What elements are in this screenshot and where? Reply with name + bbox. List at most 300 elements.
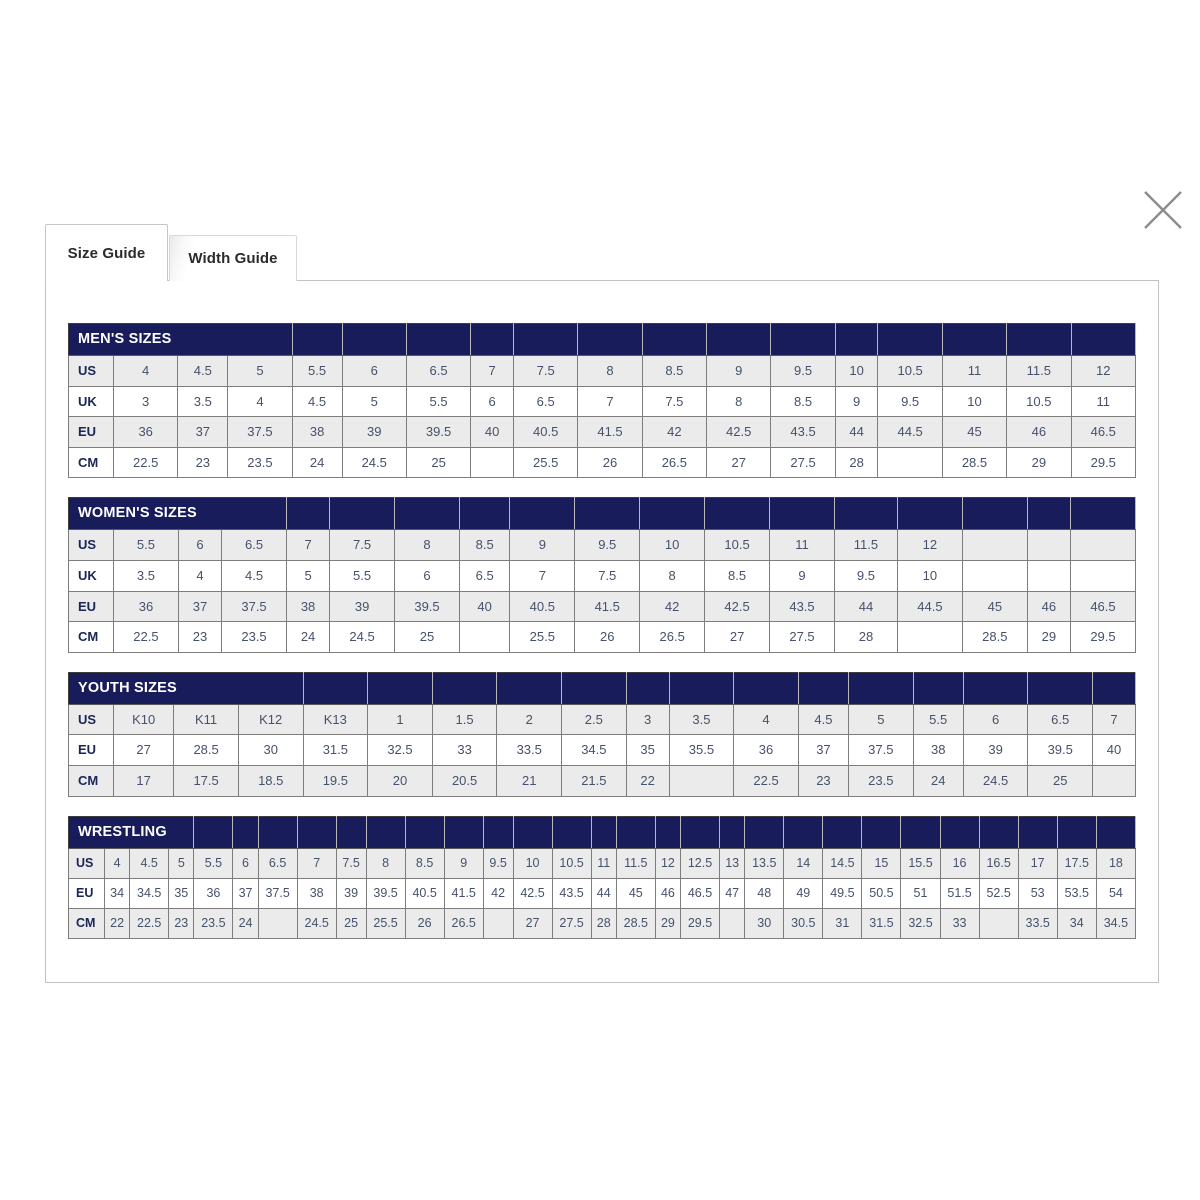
size-cell: 5 bbox=[849, 704, 914, 735]
size-cell: 34.5 bbox=[1096, 908, 1135, 938]
size-cell: 7 bbox=[510, 560, 575, 591]
tab-size-guide[interactable]: Size Guide bbox=[45, 224, 168, 281]
size-cell: 4 bbox=[114, 356, 178, 387]
size-cell: 24 bbox=[292, 447, 342, 478]
header-cell bbox=[745, 816, 784, 848]
size-cell bbox=[459, 622, 509, 653]
size-cell: 9 bbox=[835, 386, 878, 417]
table-row bbox=[69, 530, 1136, 561]
row-label: UK bbox=[69, 386, 114, 417]
size-cell: 46.5 bbox=[1070, 591, 1135, 622]
size-cell: 11 bbox=[770, 530, 835, 561]
size-cell: 37 bbox=[178, 591, 221, 622]
size-cell: 37 bbox=[233, 878, 258, 908]
size-cell: 40 bbox=[459, 591, 509, 622]
size-cell: 35 bbox=[626, 735, 669, 766]
header-cell bbox=[342, 324, 406, 356]
row-label: EU bbox=[69, 878, 105, 908]
size-cell: 10 bbox=[835, 356, 878, 387]
size-cell: 35 bbox=[169, 878, 194, 908]
size-cell: 5 bbox=[286, 560, 329, 591]
size-cell: K10 bbox=[114, 704, 174, 735]
size-cell: 47 bbox=[720, 878, 745, 908]
size-cell: 44 bbox=[834, 591, 897, 622]
header-cell bbox=[1027, 498, 1070, 530]
size-cell: 27.5 bbox=[552, 908, 591, 938]
size-cell: 42.5 bbox=[705, 591, 770, 622]
header-cell bbox=[292, 324, 342, 356]
size-cell: 5 bbox=[228, 356, 292, 387]
size-cell: 42.5 bbox=[707, 417, 771, 448]
table-title: WOMEN'S SIZES bbox=[69, 498, 287, 530]
size-cell: 39 bbox=[342, 417, 406, 448]
row-label: US bbox=[69, 704, 114, 735]
size-cell: 44.5 bbox=[897, 591, 962, 622]
size-cell: 46 bbox=[1027, 591, 1070, 622]
header-cell bbox=[483, 816, 513, 848]
size-cell: 27 bbox=[114, 735, 174, 766]
size-cell: 48 bbox=[745, 878, 784, 908]
size-cell: 43.5 bbox=[771, 417, 835, 448]
header-cell bbox=[575, 498, 640, 530]
size-cell: 24.5 bbox=[297, 908, 336, 938]
size-cell: 16 bbox=[940, 848, 979, 878]
size-cell: 30 bbox=[745, 908, 784, 938]
tab-bar bbox=[45, 224, 297, 281]
row-label: EU bbox=[69, 735, 114, 766]
size-cell: 29 bbox=[655, 908, 680, 938]
header-cell bbox=[233, 816, 258, 848]
header-cell bbox=[770, 498, 835, 530]
size-cell: 39 bbox=[336, 878, 366, 908]
size-cell: 46 bbox=[1007, 417, 1071, 448]
tab-width-guide[interactable]: Width Guide bbox=[169, 235, 297, 281]
size-cell: 27.5 bbox=[771, 447, 835, 478]
size-cell: 25.5 bbox=[510, 622, 575, 653]
size-cell: 9 bbox=[444, 848, 483, 878]
size-cell: 23 bbox=[169, 908, 194, 938]
size-cell: 12 bbox=[655, 848, 680, 878]
size-cell: 3.5 bbox=[178, 386, 228, 417]
header-cell bbox=[336, 816, 366, 848]
size-cell: 12 bbox=[1071, 356, 1136, 387]
size-cell: 7 bbox=[286, 530, 329, 561]
header-cell bbox=[405, 816, 444, 848]
size-cell: 36 bbox=[114, 417, 178, 448]
header-cell bbox=[578, 324, 642, 356]
size-cell: 44.5 bbox=[878, 417, 942, 448]
size-cell: 12.5 bbox=[681, 848, 720, 878]
row-label: US bbox=[69, 356, 114, 387]
table-title: MEN'S SIZES bbox=[69, 324, 293, 356]
table-row bbox=[69, 560, 1136, 591]
header-cell bbox=[194, 816, 233, 848]
size-cell: 28.5 bbox=[962, 622, 1027, 653]
size-cell: 11 bbox=[942, 356, 1006, 387]
size-cell: 3.5 bbox=[669, 704, 734, 735]
size-cell: 5.5 bbox=[406, 386, 470, 417]
size-cell: 40 bbox=[1093, 735, 1136, 766]
table-row bbox=[69, 848, 1136, 878]
size-cell: 33 bbox=[432, 735, 497, 766]
size-cell: 9.5 bbox=[878, 386, 942, 417]
size-cell: 37 bbox=[798, 735, 848, 766]
size-cell: 23.5 bbox=[194, 908, 233, 938]
size-cell: 14 bbox=[784, 848, 823, 878]
size-cell: 37.5 bbox=[258, 878, 297, 908]
header-cell bbox=[626, 672, 669, 704]
header-cell bbox=[1096, 816, 1135, 848]
size-cell: 29 bbox=[1027, 622, 1070, 653]
header-cell bbox=[552, 816, 591, 848]
header-cell bbox=[432, 672, 497, 704]
table-row bbox=[69, 356, 1136, 387]
size-cell: 37 bbox=[178, 417, 228, 448]
header-cell bbox=[1057, 816, 1096, 848]
size-cell: 6 bbox=[471, 386, 514, 417]
header-cell bbox=[913, 672, 963, 704]
size-cell: 10.5 bbox=[1007, 386, 1071, 417]
size-cell: 7 bbox=[1093, 704, 1136, 735]
header-cell bbox=[878, 324, 942, 356]
size-cell: 38 bbox=[286, 591, 329, 622]
size-cell: 9 bbox=[770, 560, 835, 591]
size-cell: 11.5 bbox=[616, 848, 655, 878]
size-cell: 10.5 bbox=[705, 530, 770, 561]
size-cell: 11.5 bbox=[834, 530, 897, 561]
size-cell: 34.5 bbox=[130, 878, 169, 908]
header-cell bbox=[1028, 672, 1093, 704]
header-cell bbox=[784, 816, 823, 848]
size-cell: 36 bbox=[194, 878, 233, 908]
size-cell: 3 bbox=[114, 386, 178, 417]
size-cell: 5.5 bbox=[114, 530, 179, 561]
size-cell: 40.5 bbox=[514, 417, 578, 448]
size-cell: 28 bbox=[835, 447, 878, 478]
size-cell: 4.5 bbox=[222, 560, 287, 591]
size-cell bbox=[1070, 530, 1135, 561]
size-cell: 5.5 bbox=[292, 356, 342, 387]
size-cell: 8 bbox=[395, 530, 460, 561]
row-label: EU bbox=[69, 417, 114, 448]
size-cell: 8 bbox=[578, 356, 642, 387]
header-cell bbox=[510, 498, 575, 530]
header-cell bbox=[705, 498, 770, 530]
size-cell: 9 bbox=[510, 530, 575, 561]
header-cell bbox=[366, 816, 405, 848]
size-cell: 27.5 bbox=[770, 622, 835, 653]
size-cell: 30.5 bbox=[784, 908, 823, 938]
header-cell bbox=[1093, 672, 1136, 704]
table-header-row bbox=[69, 498, 1136, 530]
header-cell bbox=[798, 672, 848, 704]
header-cell bbox=[258, 816, 297, 848]
size-cell: 6 bbox=[233, 848, 258, 878]
size-cell: 28.5 bbox=[942, 447, 1006, 478]
header-cell bbox=[901, 816, 940, 848]
size-cell: 2 bbox=[497, 704, 562, 735]
size-cell: 28.5 bbox=[616, 908, 655, 938]
header-cell bbox=[897, 498, 962, 530]
size-cell: 36 bbox=[114, 591, 179, 622]
table-title: YOUTH SIZES bbox=[69, 672, 304, 704]
header-cell bbox=[591, 816, 616, 848]
size-cell: 21.5 bbox=[562, 765, 627, 796]
size-cell: 6.5 bbox=[514, 386, 578, 417]
size-cell: 5 bbox=[169, 848, 194, 878]
header-cell bbox=[444, 816, 483, 848]
size-cell: 5.5 bbox=[330, 560, 395, 591]
size-cell: 36 bbox=[734, 735, 799, 766]
header-cell bbox=[497, 672, 562, 704]
size-cell: 6.5 bbox=[406, 356, 470, 387]
size-cell: 25 bbox=[336, 908, 366, 938]
header-cell bbox=[940, 816, 979, 848]
size-cell: 6.5 bbox=[222, 530, 287, 561]
header-cell bbox=[395, 498, 460, 530]
size-cell: 27 bbox=[513, 908, 552, 938]
size-cell: 23.5 bbox=[849, 765, 914, 796]
size-cell: 51 bbox=[901, 878, 940, 908]
size-cell: 45 bbox=[942, 417, 1006, 448]
size-cell: 10 bbox=[513, 848, 552, 878]
header-cell bbox=[963, 672, 1028, 704]
size-cell: 29.5 bbox=[681, 908, 720, 938]
size-cell: 28.5 bbox=[174, 735, 239, 766]
size-cell: 2.5 bbox=[562, 704, 627, 735]
size-cell: 29 bbox=[1007, 447, 1071, 478]
size-cell: 52.5 bbox=[979, 878, 1018, 908]
size-cell: 40.5 bbox=[510, 591, 575, 622]
size-cell: 27 bbox=[707, 447, 771, 478]
size-cell: 22.5 bbox=[734, 765, 799, 796]
size-cell: 37.5 bbox=[228, 417, 292, 448]
header-cell bbox=[514, 324, 578, 356]
header-cell bbox=[1007, 324, 1071, 356]
close-button[interactable] bbox=[1136, 186, 1188, 238]
header-cell bbox=[1018, 816, 1057, 848]
size-cell: 39.5 bbox=[395, 591, 460, 622]
size-cell: 49 bbox=[784, 878, 823, 908]
size-cell: 21 bbox=[497, 765, 562, 796]
size-cell: 7.5 bbox=[642, 386, 706, 417]
table-row bbox=[69, 765, 1136, 796]
size-cell: 26.5 bbox=[642, 447, 706, 478]
size-cell: 20 bbox=[368, 765, 433, 796]
size-cell: 7.5 bbox=[514, 356, 578, 387]
size-cell: 29.5 bbox=[1070, 622, 1135, 653]
size-cell: 41.5 bbox=[578, 417, 642, 448]
size-cell: 25.5 bbox=[514, 447, 578, 478]
row-label: EU bbox=[69, 591, 114, 622]
size-cell bbox=[1093, 765, 1136, 796]
size-cell bbox=[1027, 530, 1070, 561]
size-cell: 39.5 bbox=[406, 417, 470, 448]
size-cell: 4 bbox=[228, 386, 292, 417]
size-cell: 8.5 bbox=[405, 848, 444, 878]
size-cell: 26 bbox=[575, 622, 640, 653]
size-cell: 33.5 bbox=[1018, 908, 1057, 938]
size-cell: 44 bbox=[835, 417, 878, 448]
size-cell: 44 bbox=[591, 878, 616, 908]
size-cell: 41.5 bbox=[575, 591, 640, 622]
size-cell: 28 bbox=[834, 622, 897, 653]
size-cell: K13 bbox=[303, 704, 368, 735]
size-cell: 7.5 bbox=[336, 848, 366, 878]
size-cell: 4.5 bbox=[178, 356, 228, 387]
size-cell: 9.5 bbox=[575, 530, 640, 561]
size-cell: 7.5 bbox=[330, 530, 395, 561]
table-header-row bbox=[69, 324, 1136, 356]
size-cell: 22.5 bbox=[114, 622, 179, 653]
size-cell: 13.5 bbox=[745, 848, 784, 878]
size-cell: 32.5 bbox=[368, 735, 433, 766]
size-cell: 37.5 bbox=[849, 735, 914, 766]
size-cell: 43.5 bbox=[770, 591, 835, 622]
size-cell bbox=[483, 908, 513, 938]
size-cell: 22 bbox=[105, 908, 130, 938]
table-title: WRESTLING bbox=[69, 816, 194, 848]
size-cell: 11.5 bbox=[1007, 356, 1071, 387]
size-cell: 42 bbox=[642, 417, 706, 448]
size-cell: 3.5 bbox=[114, 560, 179, 591]
header-cell bbox=[849, 672, 914, 704]
size-cell: 41.5 bbox=[444, 878, 483, 908]
header-cell bbox=[834, 498, 897, 530]
mens-sizes-table bbox=[68, 323, 1136, 478]
size-cell: 38 bbox=[297, 878, 336, 908]
size-cell: 5.5 bbox=[913, 704, 963, 735]
size-cell: 7.5 bbox=[575, 560, 640, 591]
row-label: US bbox=[69, 530, 114, 561]
size-cell: 25 bbox=[406, 447, 470, 478]
table-row bbox=[69, 622, 1136, 653]
header-cell bbox=[734, 672, 799, 704]
size-cell: 46 bbox=[655, 878, 680, 908]
size-cell: 18.5 bbox=[238, 765, 303, 796]
size-cell: 31.5 bbox=[303, 735, 368, 766]
table-row bbox=[69, 591, 1136, 622]
size-cell: 17.5 bbox=[174, 765, 239, 796]
size-cell: 24 bbox=[286, 622, 329, 653]
size-guide-panel bbox=[45, 280, 1159, 983]
size-cell: 8.5 bbox=[771, 386, 835, 417]
size-cell: 14.5 bbox=[823, 848, 862, 878]
size-cell: 24.5 bbox=[963, 765, 1028, 796]
size-cell: 6 bbox=[395, 560, 460, 591]
size-cell bbox=[962, 560, 1027, 591]
size-cell: 22 bbox=[626, 765, 669, 796]
size-cell: 39 bbox=[963, 735, 1028, 766]
size-cell: 25 bbox=[1028, 765, 1093, 796]
size-cell: 8.5 bbox=[705, 560, 770, 591]
size-cell: 11 bbox=[1071, 386, 1136, 417]
size-cell: 10 bbox=[942, 386, 1006, 417]
size-cell: 25.5 bbox=[366, 908, 405, 938]
header-cell bbox=[771, 324, 835, 356]
size-cell: 6.5 bbox=[459, 560, 509, 591]
size-cell: 37.5 bbox=[222, 591, 287, 622]
header-cell bbox=[707, 324, 771, 356]
header-cell bbox=[471, 324, 514, 356]
size-cell: 31 bbox=[823, 908, 862, 938]
size-cell: 42 bbox=[483, 878, 513, 908]
size-cell: 9.5 bbox=[834, 560, 897, 591]
header-cell bbox=[368, 672, 433, 704]
size-cell: 29.5 bbox=[1071, 447, 1136, 478]
size-cell: 8 bbox=[366, 848, 405, 878]
size-cell: 9 bbox=[707, 356, 771, 387]
size-cell: 23.5 bbox=[222, 622, 287, 653]
size-cell: 24 bbox=[233, 908, 258, 938]
size-cell: 39.5 bbox=[366, 878, 405, 908]
size-cell: 40.5 bbox=[405, 878, 444, 908]
size-cell: 4 bbox=[105, 848, 130, 878]
table-row bbox=[69, 447, 1136, 478]
size-cell: 17 bbox=[114, 765, 174, 796]
size-cell: 35.5 bbox=[669, 735, 734, 766]
size-cell: 11 bbox=[591, 848, 616, 878]
size-cell: 17 bbox=[1018, 848, 1057, 878]
size-cell: 45 bbox=[616, 878, 655, 908]
header-cell bbox=[1071, 324, 1136, 356]
row-label: US bbox=[69, 848, 105, 878]
size-cell: 23.5 bbox=[228, 447, 292, 478]
size-cell: 15 bbox=[862, 848, 901, 878]
size-cell: 39.5 bbox=[1028, 735, 1093, 766]
size-cell: 30 bbox=[238, 735, 303, 766]
header-cell bbox=[459, 498, 509, 530]
table-row bbox=[69, 735, 1136, 766]
close-icon bbox=[1136, 186, 1188, 238]
size-cell: 15.5 bbox=[901, 848, 940, 878]
size-cell: 5.5 bbox=[194, 848, 233, 878]
table-header-row bbox=[69, 672, 1136, 704]
size-cell: 26 bbox=[405, 908, 444, 938]
table-row bbox=[69, 386, 1136, 417]
size-cell: 3 bbox=[626, 704, 669, 735]
size-cell: 7 bbox=[578, 386, 642, 417]
size-cell: 4 bbox=[178, 560, 221, 591]
wrestling-sizes-table bbox=[68, 816, 1136, 939]
header-cell bbox=[297, 816, 336, 848]
header-cell bbox=[862, 816, 901, 848]
size-cell: 33 bbox=[940, 908, 979, 938]
size-cell: 34 bbox=[1057, 908, 1096, 938]
size-cell: 26.5 bbox=[640, 622, 705, 653]
table-row bbox=[69, 878, 1136, 908]
size-cell: 19.5 bbox=[303, 765, 368, 796]
size-tables-container bbox=[68, 323, 1136, 939]
size-cell: 42 bbox=[640, 591, 705, 622]
size-cell bbox=[1070, 560, 1135, 591]
size-cell: 1 bbox=[368, 704, 433, 735]
size-cell: 7 bbox=[471, 356, 514, 387]
size-cell: 20.5 bbox=[432, 765, 497, 796]
header-cell bbox=[406, 324, 470, 356]
header-cell bbox=[681, 816, 720, 848]
size-cell: 4.5 bbox=[798, 704, 848, 735]
size-cell bbox=[1027, 560, 1070, 591]
size-cell: 53 bbox=[1018, 878, 1057, 908]
header-cell bbox=[286, 498, 329, 530]
size-cell: 24.5 bbox=[330, 622, 395, 653]
row-label: CM bbox=[69, 765, 114, 796]
size-cell: 6 bbox=[178, 530, 221, 561]
size-cell: 45 bbox=[962, 591, 1027, 622]
header-cell bbox=[330, 498, 395, 530]
size-cell: 26 bbox=[578, 447, 642, 478]
